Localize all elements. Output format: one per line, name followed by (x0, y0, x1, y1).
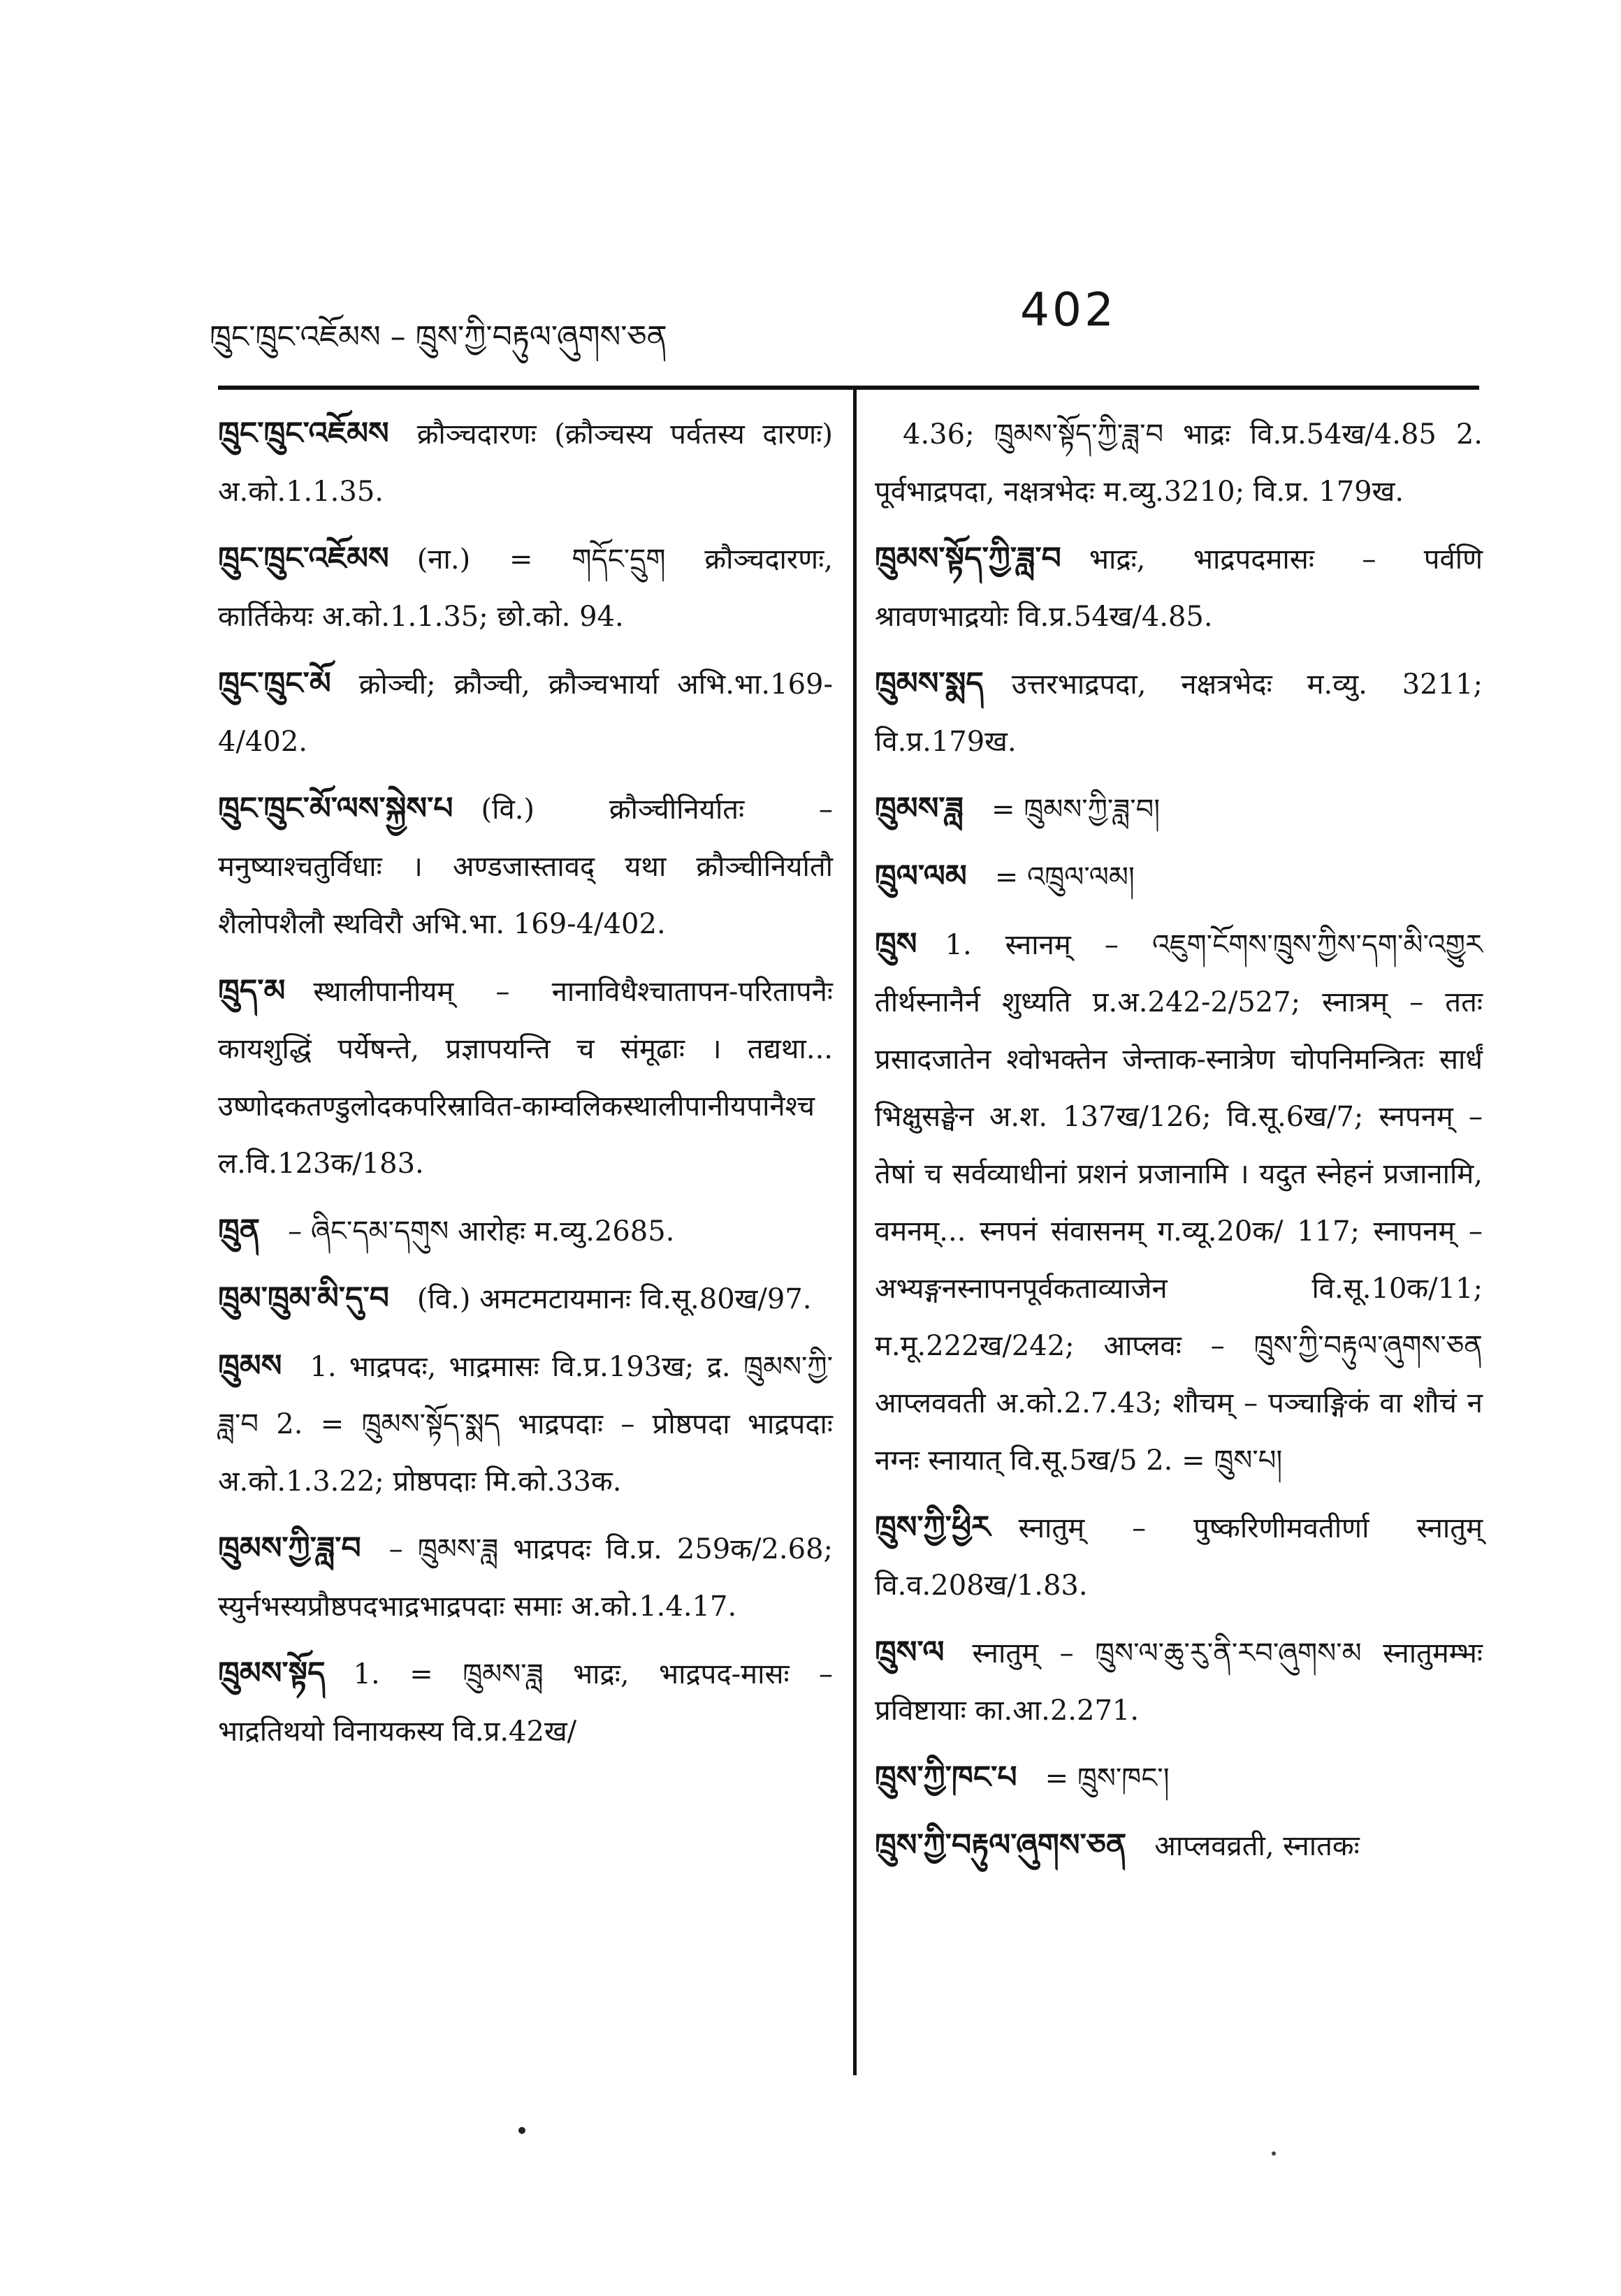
headword: ཁྲུས (875, 926, 917, 962)
entry-text: स्नातुम् – पुष्करिणीमवतीर्णा स्नातुम् वि.व.208ख/1.83. (875, 1512, 1483, 1602)
headword: ཁྲུན (218, 1213, 261, 1248)
headword: ཁྲུམས་ཟླ (875, 791, 964, 826)
headword: ཁྲུམ་ཁྲུམ་མི་དུ་བ (218, 1280, 389, 1316)
page-number: 402 (1020, 283, 1117, 337)
headword: ཁྲུང་ཁྲུང་འཇོམས (218, 416, 389, 451)
dictionary-entry (875, 1499, 1483, 1614)
entry-text: 1. भाद्रपदः, भाद्रमासः वि.प्र.193ख; द्र. ཁྲུམས་ཀྱི་ཟླ་བ 2. = ཁྲུམས་སྟོད་སྨད भाद्रपदाः – प्रोष्ठपदा भाद्रपदाः अ.को.1.3.22; प्रोष्ठपदाः मि.को.33क. (218, 1351, 833, 1498)
headword: ཁྲུས་ཀྱི་ཕྱིར (875, 1509, 991, 1545)
entry-text: = འཁྲུལ་ལམ། (994, 861, 1135, 893)
dictionary-entry (218, 530, 833, 645)
entry-text: आप्लवव्रती, स्नातकः (1154, 1830, 1360, 1862)
dictionary-entry (218, 405, 833, 520)
dictionary-entry (218, 655, 833, 770)
dictionary-entry (875, 530, 1483, 645)
entry-text: (वि.) क्रौञ्चीनिर्यातः – मनुष्याश्चतुर्विधाः । अण्डजास्तावद् यथा क्रौञ्चीनिर्यातौ शैलोपशैलौ स्थविरौ अभि.भा. 169-4/402. (218, 794, 833, 940)
dictionary-entry (218, 1270, 833, 1328)
headword: ཁྲུས་ལ (875, 1635, 945, 1670)
headword: ཁྲུལ་ལམ (875, 858, 967, 894)
dictionary-entry (218, 963, 833, 1192)
entry-text: 1. = ཁྲུམས་ཟླ भाद्रः, भाद्रपद-मासः – भाद्रतिथयो विनायकस्य वि.प्र.42ख/ (218, 1658, 833, 1748)
headword: ཁྲུམས་སྟོད་ཀྱི་ཟླ་བ (875, 541, 1061, 576)
headword: ཁྲུམས་སྟོད (218, 1655, 326, 1691)
stray-dot (518, 2127, 525, 2134)
entry-text: 1. स्नानम् – འཇུག་ངོགས་ཁྲུས་ཀྱིས་དག་མི་འགྱུར तीर्थस्नानैर्न शुध्यति प्र.अ.242-2/527; स्नात्रम् – ततः प्रसादजातेन श्वोभक्तेन जेन्ताक-स्नात्रेण चोपनिमन्त्रितः सार्धं भिक्षुसङ्घेन अ.श. 137ख/126; वि.सू.6ख/7; स्नपनम् – तेषां च सर्वव्याधीनां प्रशनं प्रजानामि । यदुत स्नेहनं प्रजानामि, वमनम्... स्नपनं संवासनम् ग.व्यू.20क/ 117; स्नापनम् – अभ्यङ्गनस्नापनपूर्वकताव्याजेन वि.सू.10क/11; म.मू.222ख/242; आप्लवः – ཁྲུས་ཀྱི་བརྟུལ་ཞུགས་ཅན आप्लववती अ.को.2.7.43; शौचम् – पञ्चाङ्गिकं वा शौचं न नग्नः स्नायात् वि.सू.5ख/5 2. = ཁྲུས་པ། (875, 929, 1483, 1477)
entry-text: भाद्रः, भाद्रपदमासः – पर्वणि श्रावणभाद्रयोः वि.प्र.54ख/4.85. (875, 543, 1483, 633)
entry-text: क्रौञ्चदारणः (क्रौञ्चस्य पर्वतस्य दारणः) अ.को.1.1.35. (218, 418, 833, 508)
headword: ཁྲུམས་སྨད (875, 666, 984, 701)
entry-text: 4.36; ཁྲུམས་སྟོད་ཀྱི་ཟླ་བ भाद्रः वि.प्र.54ख/4.85 2. पूर्वभाद्रपदा, नक्षत्रभेदः म.व्यु.3210; वि.प्र. 179ख. (875, 418, 1483, 508)
entry-text: क्रोञ्ची; क्रौञ्ची, क्रौञ्चभार्या अभि.भा.169-4/402. (218, 668, 833, 758)
entry-text: = ཁྲུམས་ཀྱི་ཟླ་བ། (991, 794, 1161, 826)
entry-text: स्थालीपानीयम् – नानाविधैश्चातापन-परितापनैः कायशुद्धिं पर्येषन्ते, प्रज्ञापयन्ति च संमूढाः । तद्यथा... उष्णोदकतण्डुलोदकपरिस्रावित-काम्वलिकस्थालीपानीयपानैश्च ल.वि.123क/183. (218, 976, 833, 1180)
entry-text: (वि.) अमटमटायमानः वि.सू.80ख/97. (416, 1283, 812, 1315)
left-column (218, 405, 833, 1770)
dictionary-entry (875, 1817, 1483, 1875)
dictionary-entry (875, 1624, 1483, 1739)
dictionary-entry (218, 1520, 833, 1635)
column-divider (853, 388, 857, 2075)
entry-text: – ཞིང་དམ་དགུས आरोहः म.व्यु.2685. (288, 1215, 675, 1248)
entry-text: उत्तरभाद्रपदा, नक्षत्रभेदः म.व्यु. 3211; वि.प्र.179ख. (875, 668, 1483, 758)
entry-text: = ཁྲུས་ཁང་། (1045, 1762, 1170, 1794)
headword: ཁྲུམས (218, 1348, 282, 1384)
stray-dot (1272, 2151, 1276, 2156)
dictionary-entry (875, 916, 1483, 1489)
headword: ཁྲུང་ཁྲུང་འཇོམས (218, 541, 389, 576)
dictionary-entry (218, 1645, 833, 1760)
headword: ཁྲུམས་ཀྱི་ཟླ་བ (218, 1530, 361, 1566)
entry-text: – ཁྲུམས་ཟླ भाद्रपदः वि.प्र. 259क/2.68; स्युर्नभस्यप्रौष्ठपदभाद्रभाद्रपदाः समाः अ.को.1.4.17. (218, 1533, 833, 1623)
dictionary-entry (218, 1202, 833, 1260)
dictionary-entry (218, 780, 833, 953)
dictionary-entry (875, 780, 1483, 838)
dictionary-entry (875, 405, 1483, 520)
headword: ཁྲུང་ཁྲུང་མོ་ལས་སྐྱེས་པ (218, 791, 453, 826)
page-header (210, 283, 1467, 360)
dictionary-entry (218, 1338, 833, 1510)
running-head: ཁྲུང་ཁྲུང་འཇོམས – ཁྲུས་ཀྱི་བརྟུལ་ཞུགས་ཅན (210, 319, 667, 355)
headword: ཁྲུང་ཁྲུང་མོ (218, 666, 331, 701)
headword: ཁྲུད་མ (218, 973, 286, 1009)
right-column (875, 405, 1483, 1885)
headword: ཁྲུས་ཀྱི་བརྟུལ་ཞུགས་ཅན (875, 1827, 1127, 1863)
entry-text: (ना.) = གདོང་དྲུག क्रौञ्चदारणः, कार्तिकेयः अ.को.1.1.35; छो.को. 94. (218, 543, 833, 633)
header-rule (218, 386, 1479, 390)
headword: ཁྲུས་ཀྱི་ཁང་པ (875, 1760, 1017, 1795)
entry-text: स्नातुम् – ཁྲུས་ལ་ཆུ་རུ་ནི་རབ་ཞུགས་མ स्नातुमम्भः प्रविष्टायाः का.आ.2.271. (875, 1637, 1483, 1727)
dictionary-entry (875, 848, 1483, 906)
dictionary-entry (875, 655, 1483, 770)
dictionary-entry (875, 1749, 1483, 1807)
